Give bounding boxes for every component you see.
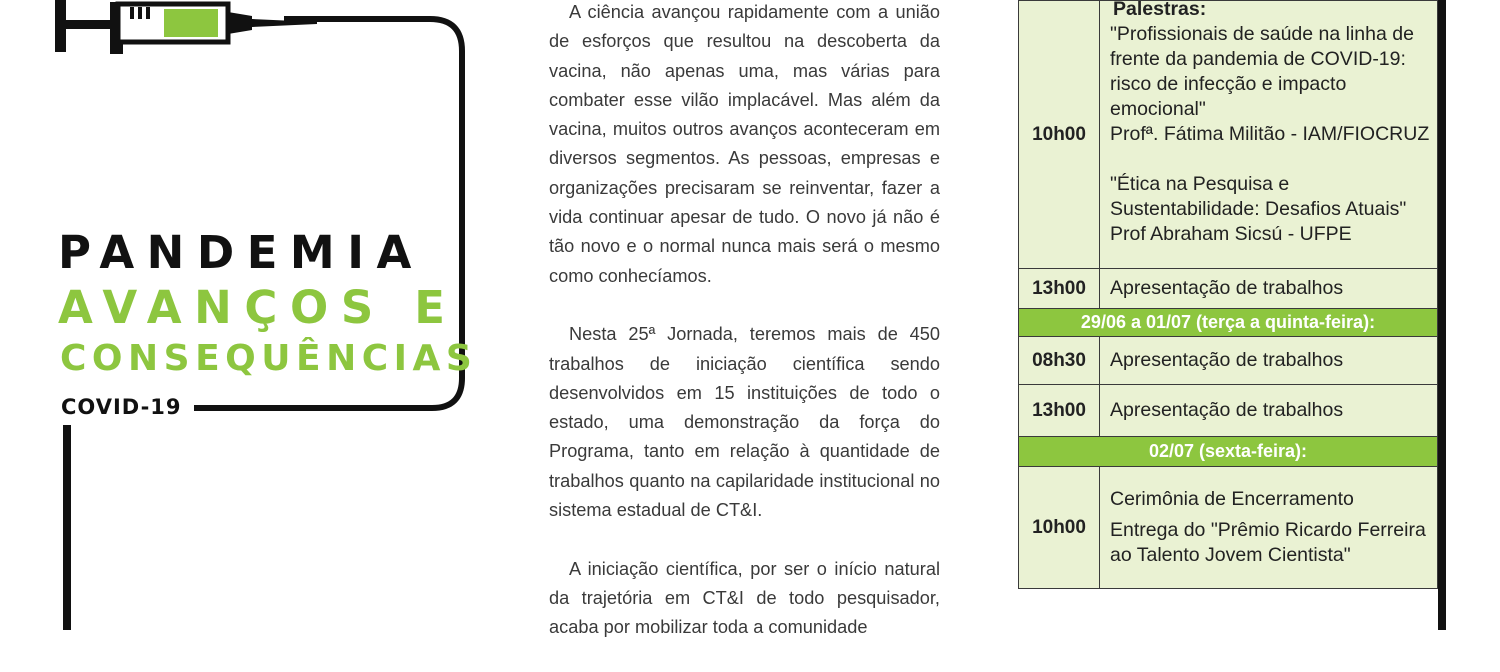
page-border-bar: [1438, 0, 1446, 630]
schedule-row: [1019, 1, 1438, 269]
talk-title-line: "Profissionais de saúde na linha de: [1110, 23, 1414, 45]
poster-title-avancos: AVANÇOS E: [58, 281, 458, 334]
article-paragraph: A ciência avançou rapidamente com a união de esforços que resultou na descoberta da vacina, não apenas uma, mas várias para combater esse vilão implacável. Mas além da vacina, muitos outros avanços aconteceram em diversos segmentos. As pessoas, empresas e organizações precisaram se reinventar, fazer a vida continuar apesar de tudo. O novo já não é tão novo e o normal nunca mais será o mesmo como conhecíamos.: [549, 2, 940, 286]
poster-title-pandemia: PANDEMIA: [58, 226, 424, 279]
schedule-closing-cell: [1100, 467, 1438, 589]
talk-title-line: "Ética na Pesquisa e: [1110, 173, 1290, 195]
closing-ceremony: Cerimônia de Encerramento: [1110, 488, 1354, 510]
schedule-talks-cell: [1100, 1, 1438, 269]
schedule-time: 13h00: [1019, 269, 1100, 309]
schedule-row: [1019, 467, 1438, 589]
article-body: [549, 0, 940, 672]
schedule-description: Apresentação de trabalhos: [1100, 385, 1438, 437]
schedule-time: 13h00: [1019, 385, 1100, 437]
schedule-table: [1018, 0, 1438, 589]
talks-heading: Palestras:: [1113, 0, 1207, 20]
schedule-time: 10h00: [1019, 467, 1100, 589]
poster-title-consequencias: CONSEQUÊNCIAS: [60, 338, 478, 379]
schedule-day-header: [1019, 309, 1438, 337]
talk-title-line: frente da pandemia de COVID-19:: [1110, 48, 1406, 70]
schedule-description: Apresentação de trabalhos: [1100, 337, 1438, 385]
talk-title-line: risco de infecção e impacto: [1110, 73, 1347, 95]
schedule-row: [1019, 269, 1438, 309]
day-header-label: 02/07 (sexta-feira):: [1019, 437, 1438, 467]
poster-subtitle-covid: COVID-19: [61, 395, 182, 419]
schedule-time: 08h30: [1019, 337, 1100, 385]
schedule-row: [1019, 337, 1438, 385]
article-paragraph: Nesta 25ª Jornada, teremos mais de 450 trabalhos de iniciação científica sendo desenvolvidos em 15 instituições de todo o estado, uma demonstração da força do Programa, tanto em relação à quantidade de trabalhos quanto na capilaridade institucional no sistema estadual de CT&I.: [549, 324, 940, 521]
talk-title-line: emocional": [1110, 98, 1206, 120]
talk-speaker: Prof Abraham Sicsú - UFPE: [1110, 223, 1352, 245]
article-paragraph: A iniciação científica, por ser o início natural da trajetória em CT&I de todo pesquisador, acaba por mobilizar toda a comunidade: [549, 558, 940, 638]
schedule-time: 10h00: [1019, 1, 1100, 269]
schedule-day-header: [1019, 437, 1438, 467]
award-line: Entrega do "Prêmio Ricardo Ferreira: [1110, 519, 1426, 541]
schedule-description: Apresentação de trabalhos: [1100, 269, 1438, 309]
day-header-label: 29/06 a 01/07 (terça a quinta-feira):: [1019, 309, 1438, 337]
talk-spacer: [1110, 147, 1431, 172]
award-line: ao Talento Jovem Cientista": [1110, 544, 1351, 566]
schedule-row: [1019, 385, 1438, 437]
talk-speaker: Profª. Fátima Militão - IAM/FIOCRUZ: [1110, 123, 1430, 145]
talk-title-line: Sustentabilidade: Desafios Atuais": [1110, 198, 1407, 220]
